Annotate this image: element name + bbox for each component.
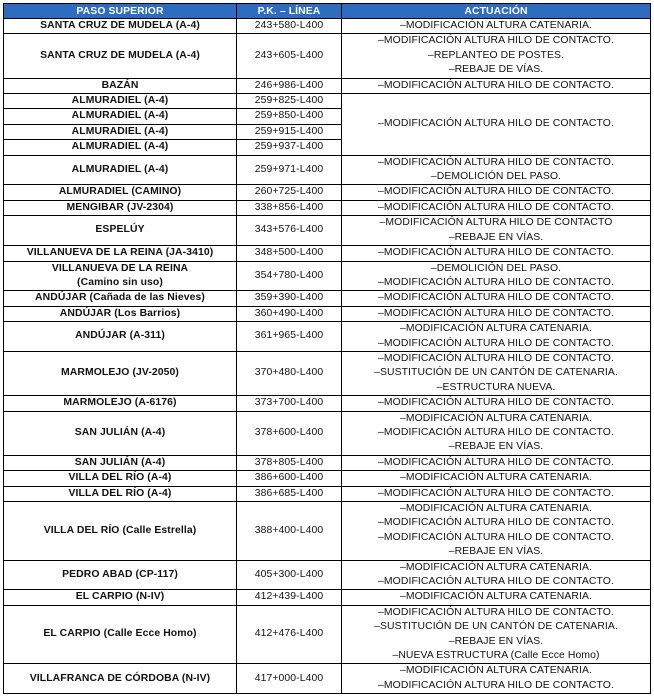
- cell-pk-linea: 370+480-L400: [237, 351, 342, 395]
- paso-line: (Camino sin uso): [77, 276, 163, 288]
- cell-actuacion: [342, 664, 651, 694]
- table-row: [4, 471, 651, 486]
- cell-pk-linea: 243+605-L400: [237, 34, 342, 78]
- cell-pk-linea: 259+971-L400: [237, 155, 342, 185]
- cell-paso-superior: SAN JULIÁN (A-4): [4, 411, 237, 455]
- cell-paso-superior: MENGIBAR (JV-2304): [4, 200, 237, 215]
- table-row: [4, 246, 651, 261]
- cell-actuacion: [342, 351, 651, 395]
- actuacion-line: –MODIFICACIÓN ALTURA HILO DE CONTACTO.: [378, 679, 614, 691]
- actuacion-line: –MODIFICACIÓN ALTURA CATENARIA.: [399, 561, 593, 573]
- cell-pk-linea: 405+300-L400: [237, 560, 342, 590]
- cell-actuacion: [342, 306, 651, 321]
- cell-pk-linea: 246+986-L400: [237, 78, 342, 93]
- actuacion-line: –MODIFICACIÓN ALTURA HILO DE CONTACTO.: [378, 397, 614, 409]
- actuacion-line: –MODIFICACIÓN ALTURA HILO DE CONTACTO.: [378, 606, 614, 618]
- cell-actuacion: [342, 322, 651, 352]
- document-page: [3, 3, 650, 694]
- table-row: [4, 455, 651, 470]
- cell-pk-linea: 378+805-L400: [237, 455, 342, 470]
- cell-pk-linea: 259+825-L400: [237, 94, 342, 109]
- header-row: [4, 4, 651, 19]
- cell-actuacion: [342, 19, 651, 34]
- actuacion-line: –MODIFICACIÓN ALTURA HILO DE CONTACTO.: [378, 156, 614, 168]
- cell-actuacion: [342, 155, 651, 185]
- actuacion-line: –REBAJE EN VÍAS.: [448, 635, 544, 647]
- cell-actuacion: [342, 78, 651, 93]
- cell-pk-linea: 417+000-L400: [237, 664, 342, 694]
- actuacion-line: –MODIFICACIÓN ALTURA CATENARIA.: [399, 472, 593, 484]
- cell-pk-linea: 373+700-L400: [237, 396, 342, 411]
- cell-pk-linea: 338+856-L400: [237, 200, 342, 215]
- header-pk-linea: P.K. – LÍNEA: [237, 4, 342, 19]
- cell-paso-superior: VILLA DEL RÍO (Calle Estrella): [4, 502, 237, 561]
- actuacion-line: –REBAJE EN VÍAS.: [448, 441, 544, 453]
- actuacion-line: –MODIFICACIÓN ALTURA HILO DE CONTACTO.: [378, 35, 614, 47]
- cell-paso-superior: ANDÚJAR (A-311): [4, 322, 237, 352]
- cell-actuacion: [342, 216, 651, 246]
- actuacion-line: –DEMOLICIÓN DEL PASO.: [430, 171, 562, 183]
- table-row: [4, 306, 651, 321]
- actuacion-line: –MODIFICACIÓN ALTURA HILO DE CONTACTO.: [378, 352, 614, 364]
- actuacion-line: –MODIFICACIÓN ALTURA CATENARIA.: [399, 591, 593, 603]
- table-row: [4, 216, 651, 246]
- actuacion-line: –MODIFICACIÓN ALTURA HILO DE CONTACTO.: [378, 79, 614, 91]
- table-row: [4, 78, 651, 93]
- cell-pk-linea: 259+937-L400: [237, 140, 342, 155]
- cell-paso-superior: VILLANUEVA DE LA REINA (JA-3410): [4, 246, 237, 261]
- table-row: [4, 185, 651, 200]
- cell-paso-superior: SANTA CRUZ DE MUDELA (A-4): [4, 19, 237, 34]
- actuacion-line: –REBAJE DE VÍAS.: [448, 64, 544, 76]
- actuacion-line: –MODIFICACIÓN ALTURA CATENARIA.: [399, 20, 593, 31]
- actuacion-line: –MODIFICACIÓN ALTURA HILO DE CONTACTO.: [378, 247, 614, 259]
- actuaciones-table: [3, 3, 651, 694]
- table-row: [4, 351, 651, 395]
- header-actuacion: ACTUACIÓN: [342, 4, 651, 19]
- actuacion-line: –MODIFICACIÓN ALTURA HILO DE CONTACTO.: [378, 118, 614, 130]
- table-body: [4, 19, 651, 694]
- cell-pk-linea: 386+685-L400: [237, 486, 342, 501]
- actuacion-line: –MODIFICACIÓN ALTURA HILO DE CONTACTO.: [378, 487, 614, 499]
- cell-pk-linea: 361+965-L400: [237, 322, 342, 352]
- cell-paso-superior: ESPELÚY: [4, 216, 237, 246]
- cell-pk-linea: 243+580-L400: [237, 19, 342, 34]
- cell-actuacion: [342, 261, 651, 291]
- cell-actuacion: [342, 185, 651, 200]
- actuacion-line: –SUSTITUCIÓN DE UN CANTÓN DE CATENARIA.: [374, 621, 618, 633]
- table-row: [4, 19, 651, 34]
- table-row: [4, 605, 651, 664]
- actuacion-line: –MODIFICACIÓN ALTURA HILO DE CONTACTO.: [378, 337, 614, 349]
- table-row: [4, 396, 651, 411]
- cell-paso-superior: ALMURADIEL (A-4): [4, 109, 237, 124]
- cell-actuacion: [342, 200, 651, 215]
- cell-pk-linea: 354+780-L400: [237, 261, 342, 291]
- cell-paso-superior: PEDRO ABAD (CP-117): [4, 560, 237, 590]
- actuacion-line: –MODIFICACIÓN ALTURA HILO DE CONTACTO.: [378, 426, 614, 438]
- cell-paso-superior: BAZÁN: [4, 78, 237, 93]
- actuacion-line: –SUSTITUCIÓN DE UN CANTÓN DE CATENARIA.: [374, 367, 618, 379]
- actuacion-line: –MODIFICACIÓN ALTURA HILO DE CONTACTO.: [378, 531, 614, 543]
- cell-paso-superior: VILLAFRANCA DE CÓRDOBA (N-IV): [4, 664, 237, 694]
- table-row: [4, 502, 651, 561]
- table-row: [4, 200, 651, 215]
- table-row: [4, 664, 651, 694]
- cell-paso-superior: ANDÚJAR (Los Barrios): [4, 306, 237, 321]
- actuacion-line: –MODIFICACIÓN ALTURA HILO DE CONTACTO.: [378, 201, 614, 213]
- actuacion-line: –MODIFICACIÓN ALTURA CATENARIA.: [399, 412, 593, 424]
- cell-pk-linea: 386+600-L400: [237, 471, 342, 486]
- table-row: [4, 486, 651, 501]
- actuacion-line: –MODIFICACIÓN ALTURA HILO DE CONTACTO.: [378, 186, 614, 198]
- cell-paso-superior: ALMURADIEL (A-4): [4, 155, 237, 185]
- cell-paso-superior: VILLA DEL RÍO (A-4): [4, 486, 237, 501]
- cell-paso-superior: [4, 261, 237, 291]
- cell-pk-linea: 360+490-L400: [237, 306, 342, 321]
- cell-pk-linea: 343+576-L400: [237, 216, 342, 246]
- actuacion-line: –MODIFICACIÓN ALTURA HILO DE CONTACTO.: [378, 456, 614, 468]
- header-paso-superior: PASO SUPERIOR: [4, 4, 237, 19]
- cell-pk-linea: 259+850-L400: [237, 109, 342, 124]
- table-row: [4, 34, 651, 78]
- actuacion-line: –MODIFICACIÓN ALTURA HILO DE CONTACTO: [379, 217, 613, 229]
- actuacion-line: –NUEVA ESTRUCTURA (Calle Ecce Homo): [392, 650, 600, 662]
- cell-actuacion: [342, 471, 651, 486]
- actuacion-line: –MODIFICACIÓN ALTURA HILO DE CONTACTO.: [378, 517, 614, 529]
- table-row: [4, 322, 651, 352]
- cell-paso-superior: MARMOLEJO (A-6176): [4, 396, 237, 411]
- actuacion-line: –MODIFICACIÓN ALTURA HILO DE CONTACTO.: [378, 276, 614, 288]
- cell-paso-superior: SANTA CRUZ DE MUDELA (A-4): [4, 34, 237, 78]
- table-row: [4, 590, 651, 605]
- actuacion-line: –MODIFICACIÓN ALTURA HILO DE CONTACTO.: [378, 576, 614, 588]
- cell-pk-linea: 412+476-L400: [237, 605, 342, 664]
- cell-actuacion: [342, 396, 651, 411]
- actuacion-line: –ESTRUCTURA NUEVA.: [436, 381, 556, 393]
- cell-actuacion: [342, 34, 651, 78]
- actuacion-line: –MODIFICACIÓN ALTURA CATENARIA.: [399, 665, 593, 677]
- actuacion-line: –REPLANTEO DE POSTES.: [427, 49, 565, 61]
- cell-pk-linea: 412+439-L400: [237, 590, 342, 605]
- table-row: [4, 560, 651, 590]
- cell-paso-superior: ALMURADIEL (CAMINO): [4, 185, 237, 200]
- cell-paso-superior: ALMURADIEL (A-4): [4, 140, 237, 155]
- actuacion-line: –MODIFICACIÓN ALTURA HILO DE CONTACTO.: [378, 292, 614, 304]
- cell-paso-superior: VILLA DEL RÍO (A-4): [4, 471, 237, 486]
- cell-actuacion: [342, 560, 651, 590]
- cell-paso-superior: ALMURADIEL (A-4): [4, 94, 237, 109]
- cell-pk-linea: 359+390-L400: [237, 291, 342, 306]
- cell-paso-superior: EL CARPIO (Calle Ecce Homo): [4, 605, 237, 664]
- cell-pk-linea: 259+915-L400: [237, 124, 342, 139]
- table-row: [4, 94, 651, 109]
- table-header: [4, 4, 651, 19]
- cell-actuacion: [342, 94, 651, 156]
- cell-actuacion: [342, 502, 651, 561]
- cell-actuacion: [342, 246, 651, 261]
- table-row: [4, 411, 651, 455]
- cell-paso-superior: ANDÚJAR (Cañada de las Nieves): [4, 291, 237, 306]
- cell-pk-linea: 378+600-L400: [237, 411, 342, 455]
- cell-paso-superior: SAN JULIÁN (A-4): [4, 455, 237, 470]
- cell-actuacion: [342, 455, 651, 470]
- cell-paso-superior: EL CARPIO (N-IV): [4, 590, 237, 605]
- actuacion-line: –MODIFICACIÓN ALTURA CATENARIA.: [399, 503, 593, 514]
- actuacion-line: –REBAJE EN VÍAS.: [448, 231, 544, 243]
- cell-paso-superior: ALMURADIEL (A-4): [4, 124, 237, 139]
- table-row: [4, 261, 651, 291]
- paso-line: VILLANUEVA DE LA REINA: [51, 262, 189, 274]
- cell-pk-linea: 260+725-L400: [237, 185, 342, 200]
- cell-actuacion: [342, 486, 651, 501]
- actuacion-line: –MODIFICACIÓN ALTURA CATENARIA.: [399, 323, 593, 335]
- cell-actuacion: [342, 291, 651, 306]
- cell-pk-linea: 388+400-L400: [237, 502, 342, 561]
- cell-paso-superior: MARMOLEJO (JV-2050): [4, 351, 237, 395]
- cell-actuacion: [342, 590, 651, 605]
- table-row: [4, 155, 651, 185]
- cell-actuacion: [342, 411, 651, 455]
- actuacion-line: –DEMOLICIÓN DEL PASO.: [430, 262, 562, 274]
- actuacion-line: –MODIFICACIÓN ALTURA HILO DE CONTACTO.: [378, 307, 614, 319]
- actuacion-line: –REBAJE EN VÍAS.: [448, 546, 544, 558]
- table-row: [4, 291, 651, 306]
- cell-pk-linea: 348+500-L400: [237, 246, 342, 261]
- cell-actuacion: [342, 605, 651, 664]
